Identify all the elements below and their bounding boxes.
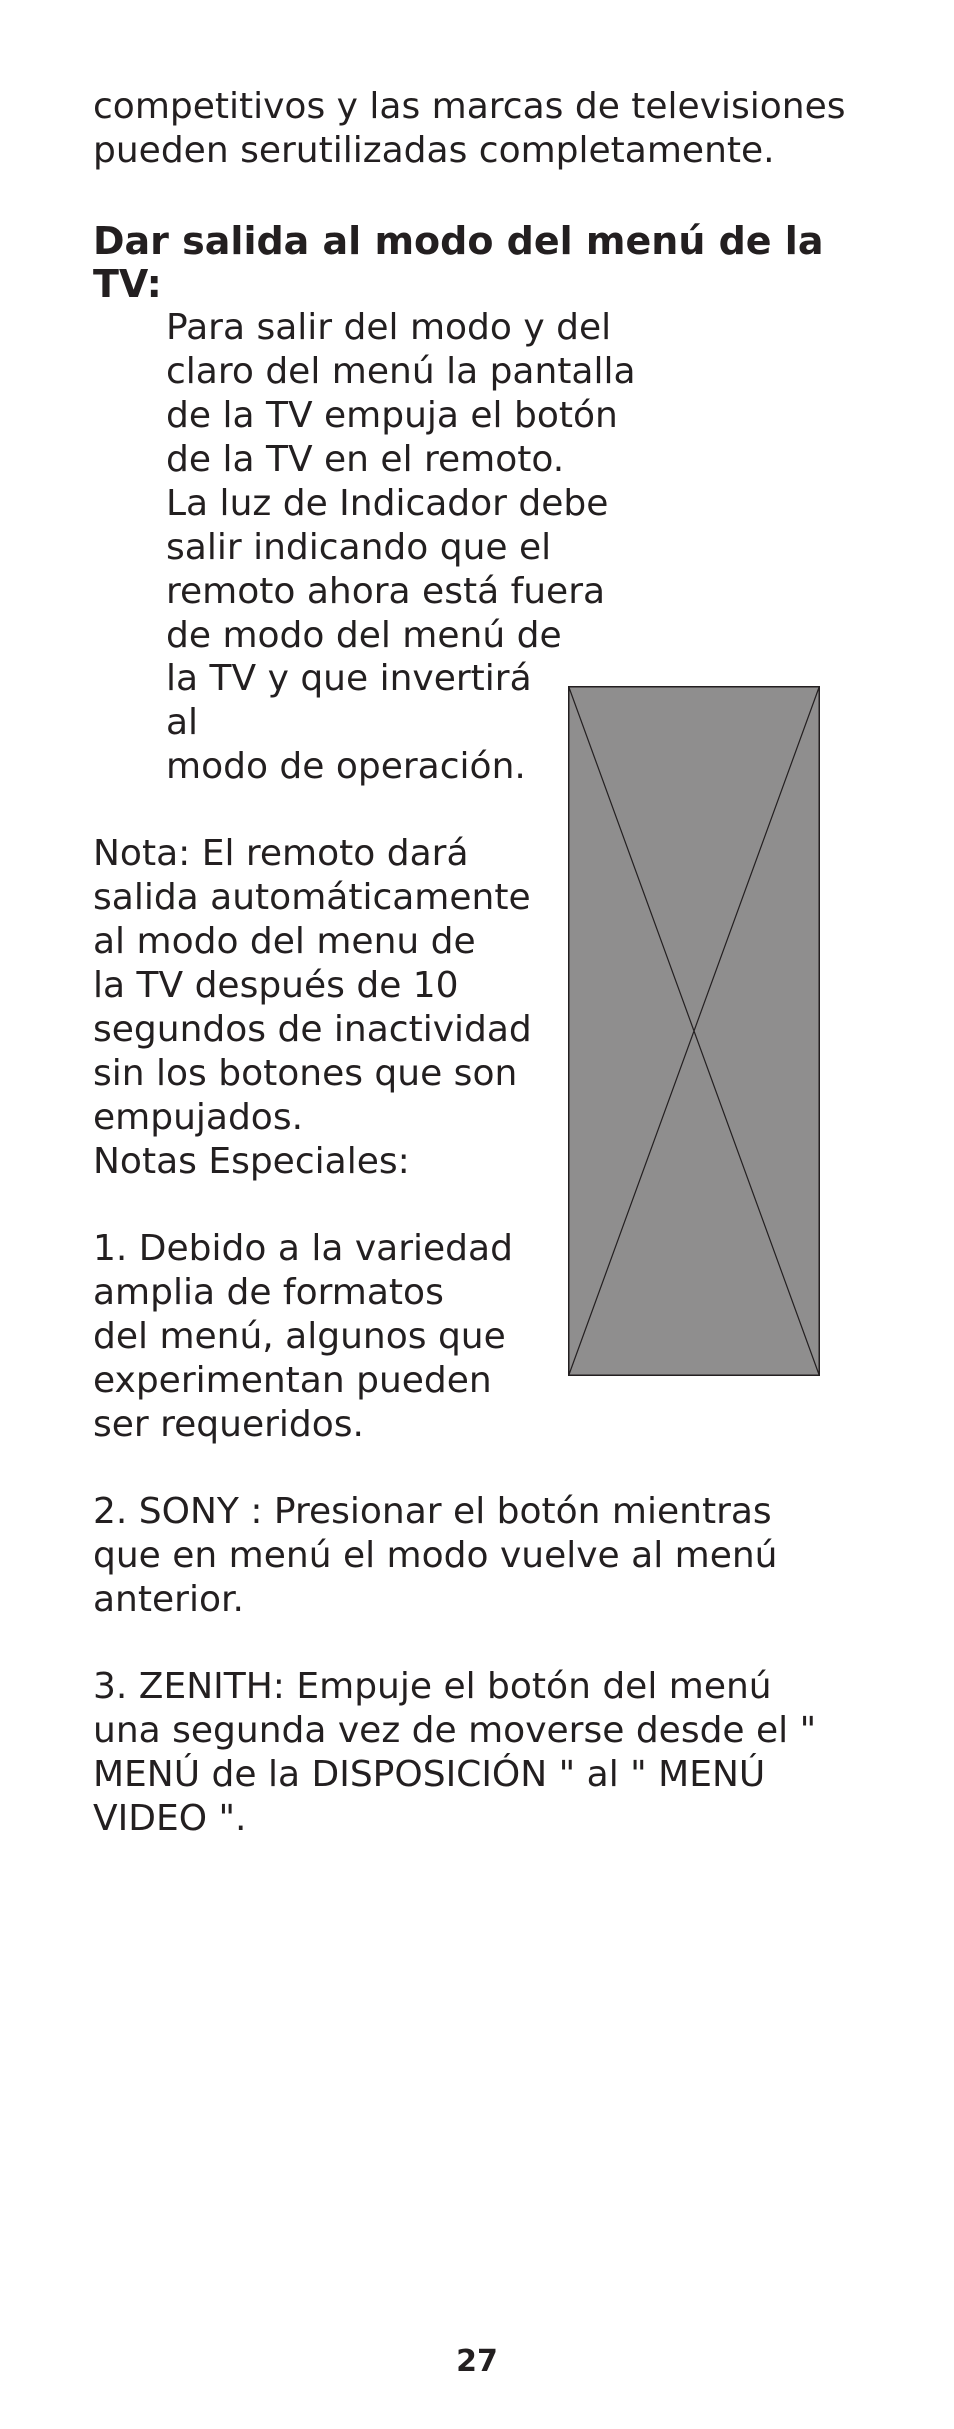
instruction-line: de la TV en el remoto.: [166, 439, 565, 480]
instruction-line: claro del menú la pantalla: [166, 351, 636, 392]
special-note-2-line: 2. SONY : Presionar el botón mientras: [93, 1491, 772, 1532]
section-heading: Dar salida al modo del menú de la: [93, 219, 824, 263]
note-line: la TV después de 10: [93, 965, 459, 1006]
instruction-line: salir indicando que el: [166, 527, 552, 568]
special-note-3-line: VIDEO ".: [93, 1798, 247, 1839]
intro-line: pueden serutilizadas completamente.: [93, 130, 775, 171]
special-note-1-line: 1. Debido a la variedad: [93, 1228, 513, 1269]
instruction-line: de modo del menú de: [166, 615, 562, 656]
special-note-3-line: 3. ZENITH: Empuje el botón del menú: [93, 1666, 772, 1707]
instruction-line: la TV y que invertirá: [166, 658, 532, 699]
intro-line: competitivos y las marcas de televisiones: [93, 86, 846, 127]
special-note-3-line: MENÚ de la DISPOSICIÓN " al " MENÚ: [93, 1754, 766, 1795]
image-placeholder: [568, 686, 820, 1376]
instruction-line: al: [166, 702, 199, 743]
special-note-2-line: anterior.: [93, 1579, 244, 1620]
instruction-line: Para salir del modo y del: [166, 307, 612, 348]
special-note-3-line: una segunda vez de moverse desde el ": [93, 1710, 817, 1751]
note-line: empujados.: [93, 1097, 304, 1138]
page-number: 27: [456, 2344, 498, 2379]
special-notes-heading: Notas Especiales:: [93, 1141, 410, 1182]
note-line: Nota: El remoto dará: [93, 833, 469, 874]
special-note-1-line: ser requeridos.: [93, 1404, 365, 1445]
instruction-line: de la TV empuja el botón: [166, 395, 618, 436]
special-note-1-line: del menú, algunos que: [93, 1316, 506, 1357]
special-note-1-line: amplia de formatos: [93, 1272, 444, 1313]
note-line: al modo del menu de: [93, 921, 476, 962]
note-line: sin los botones que son: [93, 1053, 518, 1094]
instruction-line: La luz de Indicador debe: [166, 483, 609, 524]
instruction-line: modo de operación.: [166, 746, 526, 787]
note-line: salida automáticamente: [93, 877, 531, 918]
section-heading: TV:: [93, 262, 162, 306]
instruction-line: remoto ahora está fuera: [166, 571, 606, 612]
note-line: segundos de inactividad: [93, 1009, 532, 1050]
special-note-2-line: que en menú el modo vuelve al menú: [93, 1535, 778, 1576]
special-note-1-line: experimentan pueden: [93, 1360, 492, 1401]
